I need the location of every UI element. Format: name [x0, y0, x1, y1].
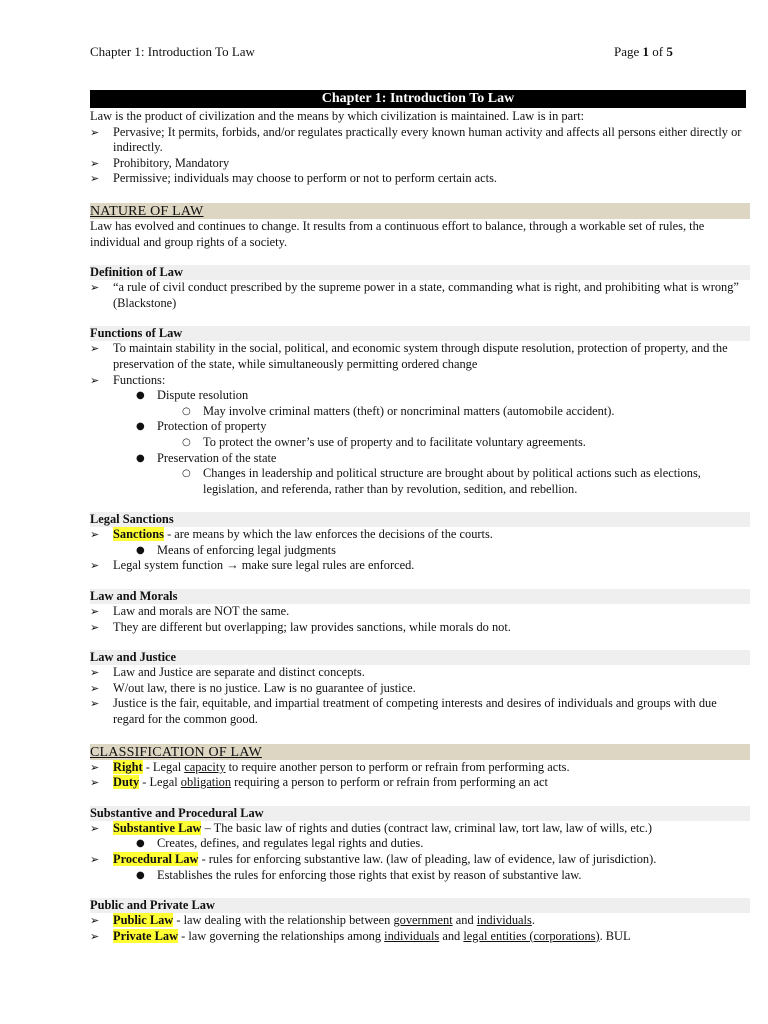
subheading-functions: Functions of Law [90, 326, 750, 341]
nature-text: Law has evolved and continues to change. It results from a continuous effort to balance, through a workable set of rules, the individual and group rights of a society. [90, 218, 705, 249]
arrow-bullet-icon: ➢ [90, 172, 100, 186]
list-item: ➢ To maintain stability in the social, political, and economic system through dispute resolution, protection of property, and the preservation of the state, while simultaneously permitting ordered change [90, 341, 728, 371]
list-item: ➢ Permissive; individuals may choose to perform or not to perform certain acts. [90, 171, 498, 186]
dot-bullet-icon: ● [136, 390, 145, 402]
arrow-bullet-icon: ➢ [90, 929, 100, 943]
arrow-bullet-icon: ➢ [90, 281, 100, 295]
intro-text: Law is the product of civilization and the means by which civilization is maintained. Law is in part: [90, 109, 585, 123]
arrow-bullet-icon: ➢ [90, 528, 100, 542]
arrow-bullet-icon: ➢ [90, 559, 100, 573]
arrow-bullet-icon: ➢ [90, 821, 100, 835]
arrow-bullet-icon: ➢ [90, 853, 100, 866]
subheading-definition: Definition of Law [90, 265, 750, 280]
list-item: ➢ Law and Justice are separate and distinct concepts. [90, 665, 365, 680]
dot-bullet-icon: ● [136, 544, 145, 556]
arrow-bullet-icon: ➢ [90, 342, 100, 356]
list-item: ➢ Right - Legal capacity to require another person to perform or refrain from performing acts. [90, 759, 570, 774]
list-item: ○ May involve criminal matters (theft) or noncriminal matters (automobile accident). [182, 403, 615, 418]
list-item: ➢ Public Law - law dealing with the relationship between government and individuals. [90, 913, 535, 928]
list-item: ➢ Prohibitory, Mandatory [90, 155, 230, 170]
subheading-justice: Law and Justice [90, 650, 750, 665]
subheading-morals: Law and Morals [90, 589, 750, 604]
highlighted-term: Substantive Law [113, 820, 202, 835]
list-item: ➢ Sanctions - are means by which the law enforces the decisions of the courts. [90, 527, 493, 542]
arrow-bullet-icon: ➢ [90, 914, 100, 928]
list-item: ➢ Private Law - law governing the relationships among individuals and legal entities (corporations). BUL [90, 928, 631, 943]
arrow-bullet-icon: ➢ [90, 373, 100, 387]
arrow-bullet-icon: ➢ [90, 605, 100, 619]
list-item: ● Preservation of the state [136, 450, 277, 465]
list-item: ➢ Pervasive; It permits, forbids, and/or regulates practically every known human activity and affects all persons either directly or indirectly. [90, 124, 742, 155]
list-item: ○ To protect the owner’s use of property and to facilitate voluntary agreements. [182, 434, 586, 449]
list-item: ➢ Substantive Law – The basic law of rights and duties (contract law, criminal law, tort law, law of wills, etc.) [90, 820, 652, 835]
dot-bullet-icon: ● [136, 838, 145, 850]
list-item: ➢ W/out law, there is no justice. Law is no guarantee of justice. [90, 680, 416, 695]
list-item: ● Creates, defines, and regulates legal rights and duties. [136, 836, 424, 851]
list-item: ● Establishes the rules for enforcing those rights that exist by reason of substantive law. [136, 867, 582, 882]
dot-bullet-icon: ● [136, 869, 145, 881]
highlighted-term: Duty [113, 775, 140, 790]
list-item: ➢ Procedural Law - rules for enforcing substantive law. (law of pleading, law of evidence, law of jurisdiction). [90, 852, 657, 866]
circle-bullet-icon: ○ [182, 436, 191, 448]
list-item: ● Means of enforcing legal judgments [136, 542, 336, 557]
list-item: ○ Changes in leadership and political structure are brought about by political actions such as elections, legislation, and referenda, rather than by revolution, sedition, and rebellion. [182, 466, 701, 496]
arrow-bullet-icon: ➢ [90, 156, 100, 170]
circle-bullet-icon: ○ [182, 405, 191, 417]
circle-bullet-icon: ○ [182, 468, 191, 480]
arrow-bullet-icon: ➢ [90, 125, 100, 139]
list-item: ➢ “a rule of civil conduct prescribed by the supreme power in a state, commanding what is right, and prohibiting what is wrong” (Blackstone) [90, 280, 739, 310]
arrow-bullet-icon: ➢ [90, 666, 100, 680]
dot-bullet-icon: ● [136, 452, 145, 464]
arrow-bullet-icon: ➢ [90, 697, 100, 711]
list-item: ➢ They are different but overlapping; law provides sanctions, while morals do not. [90, 619, 511, 634]
list-item: ➢ Legal system function → make sure legal rules are enforced. [90, 558, 415, 573]
highlighted-term: Procedural Law [113, 852, 199, 866]
list-item: ➢ Law and morals are NOT the same. [90, 604, 290, 619]
highlighted-term: Sanctions [113, 527, 164, 542]
list-item: ➢ Duty - Legal obligation requiring a person to perform or refrain from performing an act [90, 775, 548, 790]
highlighted-term: Right [113, 759, 143, 774]
list-item: ➢ Justice is the fair, equitable, and impartial treatment of competing interests and desires of individuals and groups with due regard for the common good. [90, 696, 717, 727]
subheading-sanctions: Legal Sanctions [90, 512, 750, 527]
document-body [90, 109, 750, 944]
document-title: Chapter 1: Introduction To Law [90, 90, 746, 108]
list-item: ➢ Functions: [90, 372, 166, 387]
arrow-bullet-icon: ➢ [90, 620, 100, 634]
section-heading-nature: NATURE OF LAW [90, 203, 750, 219]
arrow-bullet-icon: ➢ [90, 681, 100, 695]
dot-bullet-icon: ● [136, 421, 145, 433]
list-item: ● Dispute resolution [136, 388, 249, 403]
page-header-title: Chapter 1: Introduction To Law [90, 44, 255, 59]
section-heading-classification: CLASSIFICATION OF LAW [90, 744, 750, 760]
arrow-bullet-icon: ➢ [90, 760, 100, 774]
highlighted-term: Private Law [113, 928, 179, 943]
arrow-bullet-icon: ➢ [90, 776, 100, 790]
subheading-public-private: Public and Private Law [90, 898, 750, 913]
highlighted-term: Public Law [113, 913, 174, 928]
page-number: Page 1 of 5 [614, 44, 673, 59]
list-item: ● Protection of property [136, 419, 267, 434]
subheading-substantive: Substantive and Procedural Law [90, 806, 750, 821]
